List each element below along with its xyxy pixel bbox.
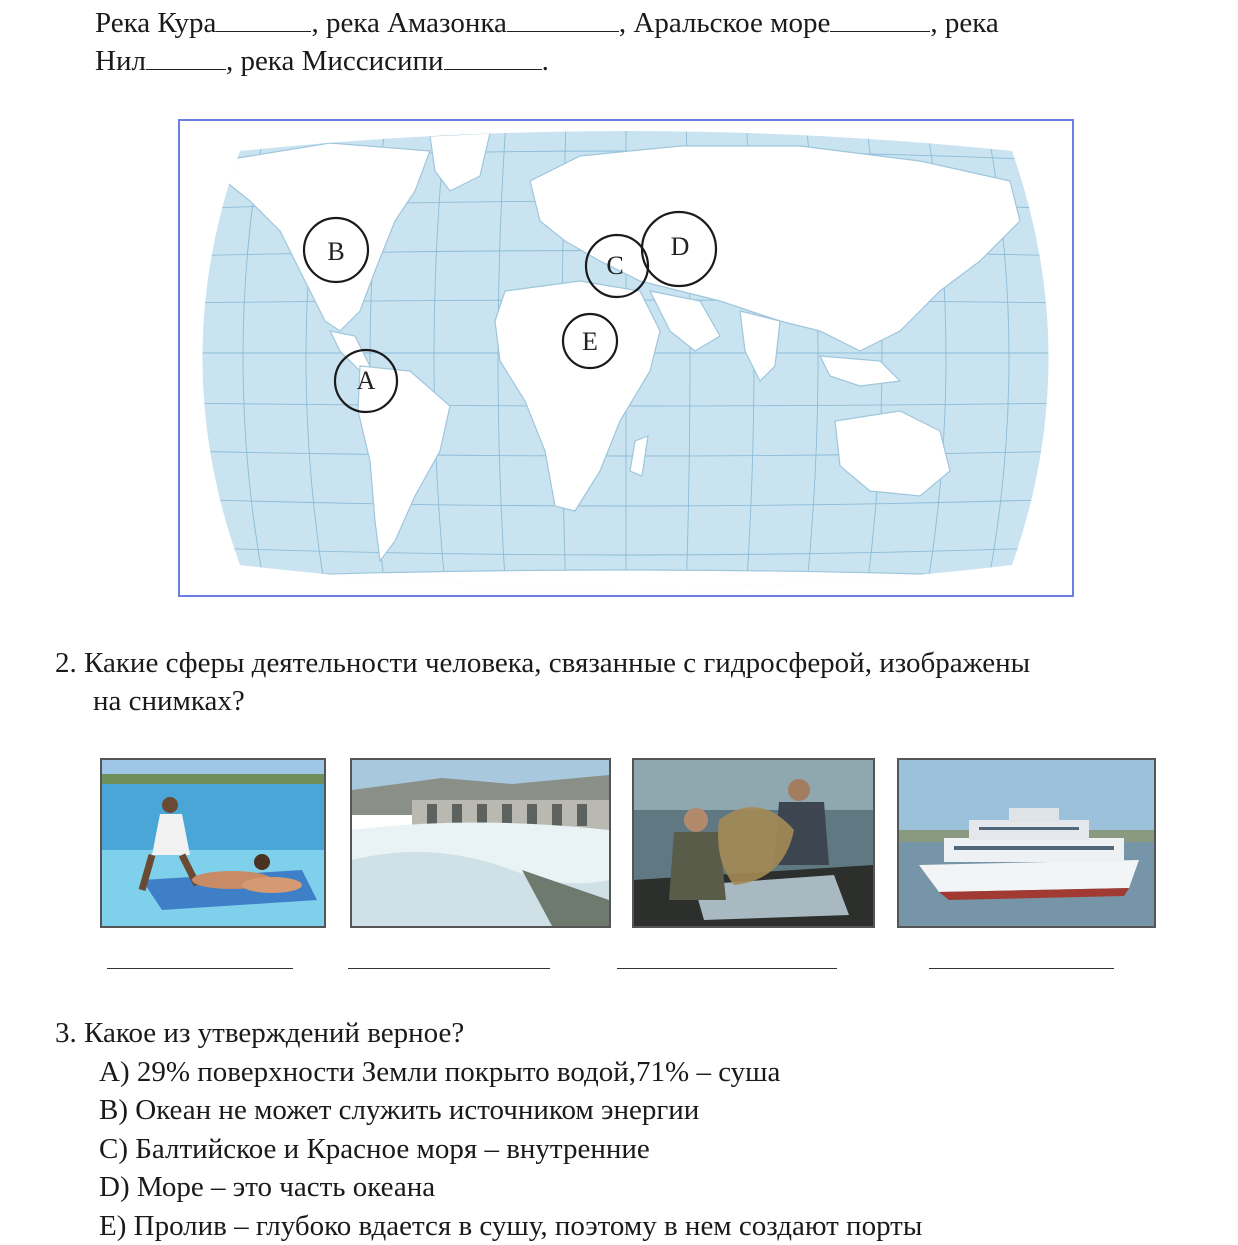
- question-3-text: [55, 1014, 1205, 1245]
- question-3-title: 3. Какое из утверждений верное?: [55, 1014, 1205, 1053]
- world-map-svg: [180, 121, 1072, 595]
- marker-b-label: B: [327, 237, 344, 266]
- option-e[interactable]: E) Пролив – глубоко вдается в сушу, поэтому в нем создают порты: [55, 1207, 1205, 1245]
- question-1-line-1: [95, 4, 1195, 42]
- period: .: [542, 45, 549, 77]
- question-1-line-2: [95, 42, 1195, 80]
- answer-line-2[interactable]: [348, 968, 550, 969]
- shipping-image: [899, 760, 1154, 926]
- river-kura-label: Река Кура: [95, 7, 216, 39]
- antarctica: [180, 570, 1072, 595]
- blank-amazon[interactable]: [507, 7, 619, 32]
- river-label: , река: [930, 7, 998, 39]
- question-1-text: [95, 4, 1195, 80]
- answer-line-1[interactable]: [107, 968, 293, 969]
- marker-e-label: E: [582, 327, 598, 356]
- question-2-line-1: 2. Какие сферы деятельности человека, связанные с гидросферой, изображены: [55, 644, 1205, 682]
- marker-a-label: A: [357, 366, 376, 395]
- blank-mississippi[interactable]: [444, 45, 542, 70]
- river-mississippi-label: , река Миссисипи: [226, 45, 444, 77]
- river-amazon-label: , река Амазонка: [311, 7, 506, 39]
- option-b[interactable]: B) Океан не может служить источником энергии: [55, 1091, 1205, 1130]
- option-d[interactable]: D) Море – это часть океана: [55, 1168, 1205, 1207]
- river-nile-label: Нил: [95, 45, 146, 77]
- answer-line-4[interactable]: [929, 968, 1114, 969]
- world-map: [178, 119, 1074, 597]
- aral-sea-label: , Аральское море: [619, 7, 830, 39]
- recreation-image: [102, 760, 324, 926]
- photo-fishing: [632, 758, 875, 928]
- photo-hydropower: [350, 758, 611, 928]
- option-c[interactable]: C) Балтийское и Красное моря – внутренние: [55, 1130, 1205, 1169]
- hydropower-image: [352, 760, 609, 926]
- photo-recreation: [100, 758, 326, 928]
- marker-d-label: D: [671, 232, 690, 261]
- photo-shipping: [897, 758, 1156, 928]
- blank-aral[interactable]: [830, 7, 930, 32]
- option-a[interactable]: A) 29% поверхности Земли покрыто водой,71% – суша: [55, 1053, 1205, 1092]
- answer-line-3[interactable]: [617, 968, 837, 969]
- marker-c-label: C: [606, 251, 623, 280]
- blank-kura[interactable]: [216, 7, 311, 32]
- question-2-line-2: на снимках?: [55, 682, 1205, 720]
- question-2-text: [55, 644, 1205, 720]
- blank-nile[interactable]: [146, 45, 226, 70]
- fishing-image: [634, 760, 873, 926]
